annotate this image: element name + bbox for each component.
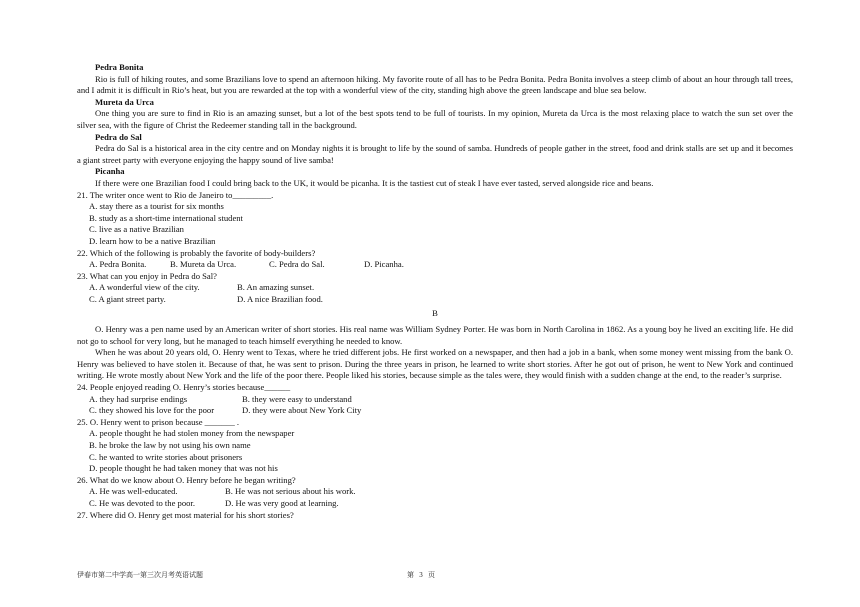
question-24-options-row1: [77, 394, 793, 406]
question-21-option-b: B. study as a short-time international student: [89, 212, 243, 223]
section-title-picanha: Picanha: [95, 166, 125, 177]
question-26-option-c: C. He was devoted to the poor.: [89, 497, 195, 508]
page-content: [77, 62, 793, 521]
question-24-option-c: C. they showed his love for the poor: [89, 405, 215, 416]
footer-exam-title: 伊春市第二中学高一第三次月考英语试题: [77, 571, 203, 579]
page-footer: [77, 570, 793, 582]
question-23: 23. What can you enjoy in Pedra do Sal?: [77, 270, 217, 281]
question-22: 22. Which of the following is probably the favorite of body-builders?: [77, 247, 316, 258]
question-22-options: [77, 259, 793, 271]
question-25-option-d: D. people thought he had taken money that was not his: [89, 463, 278, 474]
question-23-option-b: B. An amazing sunset.: [237, 282, 315, 293]
question-21-option-c: C. live as a native Brazilian: [89, 224, 184, 235]
question-23-option-a: A. A wonderful view of the city.: [89, 282, 200, 293]
question-21: 21. The writer once went to Rio de Janeiro to_________.: [77, 189, 274, 200]
question-22-option-a: A. Pedra Bonita.: [89, 259, 147, 270]
question-25: 25. O. Henry went to prison because _______ .: [77, 416, 240, 427]
section-text-mureta-da-urca: One thing you are sure to find in Rio is an amazing sunset, but a lot of the best spots tend to be full of tourists. In my opinion, Mureta da Urca is the most relaxing place to watch the sun set over the silver sea, with the figure of Christ the Redeemer standing tall in the background.: [77, 108, 793, 130]
section-title-pedra-do-sal: Pedra do Sal: [95, 131, 142, 142]
question-26-options-row2: [77, 498, 793, 510]
question-22-option-c: C. Pedra do Sal.: [269, 259, 325, 270]
section-b-paragraph-2: When he was about 20 years old, O. Henry went to Texas, where he tried different jobs. He first worked on a newspaper, and then had a job in a bank, when some money went missing from the bank O. Henry was believed to have stolen it. Because of that, he was sent to prison. During the three years in prison, he learned to write short stories. After he got out of prison, he went to New York and continued writing. He wrote mostly about New York and the life of the poor there. People liked his stories, because simple as the tales were, they would finish with a sudden change at the end, to the reader’s surprise.: [77, 347, 793, 381]
question-25-option-c: C. he wanted to write stories about prisoners: [89, 451, 243, 462]
question-26-option-b: B. He was not serious about his work.: [225, 486, 356, 497]
question-25-option-b: B. he broke the law by not using his own name: [89, 440, 251, 450]
question-27: 27. Where did O. Henry get most material for his short stories?: [77, 509, 294, 520]
question-25-option-a: A. people thought he had stolen money from the newspaper: [89, 428, 295, 439]
question-26-option-d: D. He was very good at learning.: [225, 497, 339, 508]
question-24-option-d: D. they were about New York City: [242, 405, 362, 416]
question-21-option-a: A. stay there as a tourist for six months: [89, 201, 224, 212]
question-22-option-d: D. Picanha.: [364, 259, 404, 270]
question-26: 26. What do we know about O. Henry before he began writing?: [77, 474, 296, 485]
footer-page-number: 第 3 页: [407, 571, 435, 579]
section-b-paragraph-1: O. Henry was a pen name used by an American writer of short stories. His real name was William Sydney Porter. He was born in North Carolina in 1862. As a young boy he lived an exciting life. He did not go to school for very long, but he managed to teach himself everything he needed to know.: [77, 324, 793, 346]
section-title-mureta-da-urca: Mureta da Urca: [95, 96, 154, 107]
question-22-option-b: B. Mureta da Urca.: [170, 259, 237, 270]
question-23-option-c: C. A giant street party.: [89, 293, 166, 304]
section-text-pedra-bonita: Rio is full of hiking routes, and some Brazilians love to spend an afternoon hiking. My favorite route of all has to be Pedra Bonita. Pedra Bonita involves a steep climb of about an hour through tall trees, and I admit it is difficult in Rio’s heat, but you are rewarded at the top with a wonderful view of the city, standing high above the green landscape and blue sea below.: [77, 73, 793, 96]
question-24-option-a: A. they had surprise endings: [89, 393, 188, 404]
question-24-option-b: B. they were easy to understand: [242, 393, 352, 404]
section-text-pedra-do-sal: Pedra do Sal is a historical area in the city centre and on Monday nights it is brought to life by the sound of samba. Hundreds of people gather in the street, food and drink stalls are set up and it becomes a giant street party with everyone enjoying the happy sound of live samba!: [77, 143, 793, 165]
question-24-options-row2: [77, 405, 793, 417]
section-b-label: B: [432, 308, 438, 319]
question-24: 24. People enjoyed reading O. Henry’s stories because______: [77, 382, 291, 393]
question-26-options-row1: [77, 486, 793, 498]
question-21-option-d: D. learn how to be a native Brazilian: [89, 235, 216, 246]
question-23-options-row2: [77, 294, 793, 306]
section-text-picanha: If there were one Brazilian food I could bring back to the UK, it would be picanha. It is the tastiest cut of steak I have ever tasted, served alongside rice and beans.: [95, 177, 654, 188]
question-26-option-a: A. He was well-educated.: [89, 486, 178, 497]
question-23-option-d: D. A nice Brazilian food.: [237, 293, 323, 304]
section-title-pedra-bonita: Pedra Bonita: [95, 62, 144, 72]
question-23-options-row1: [77, 282, 793, 294]
